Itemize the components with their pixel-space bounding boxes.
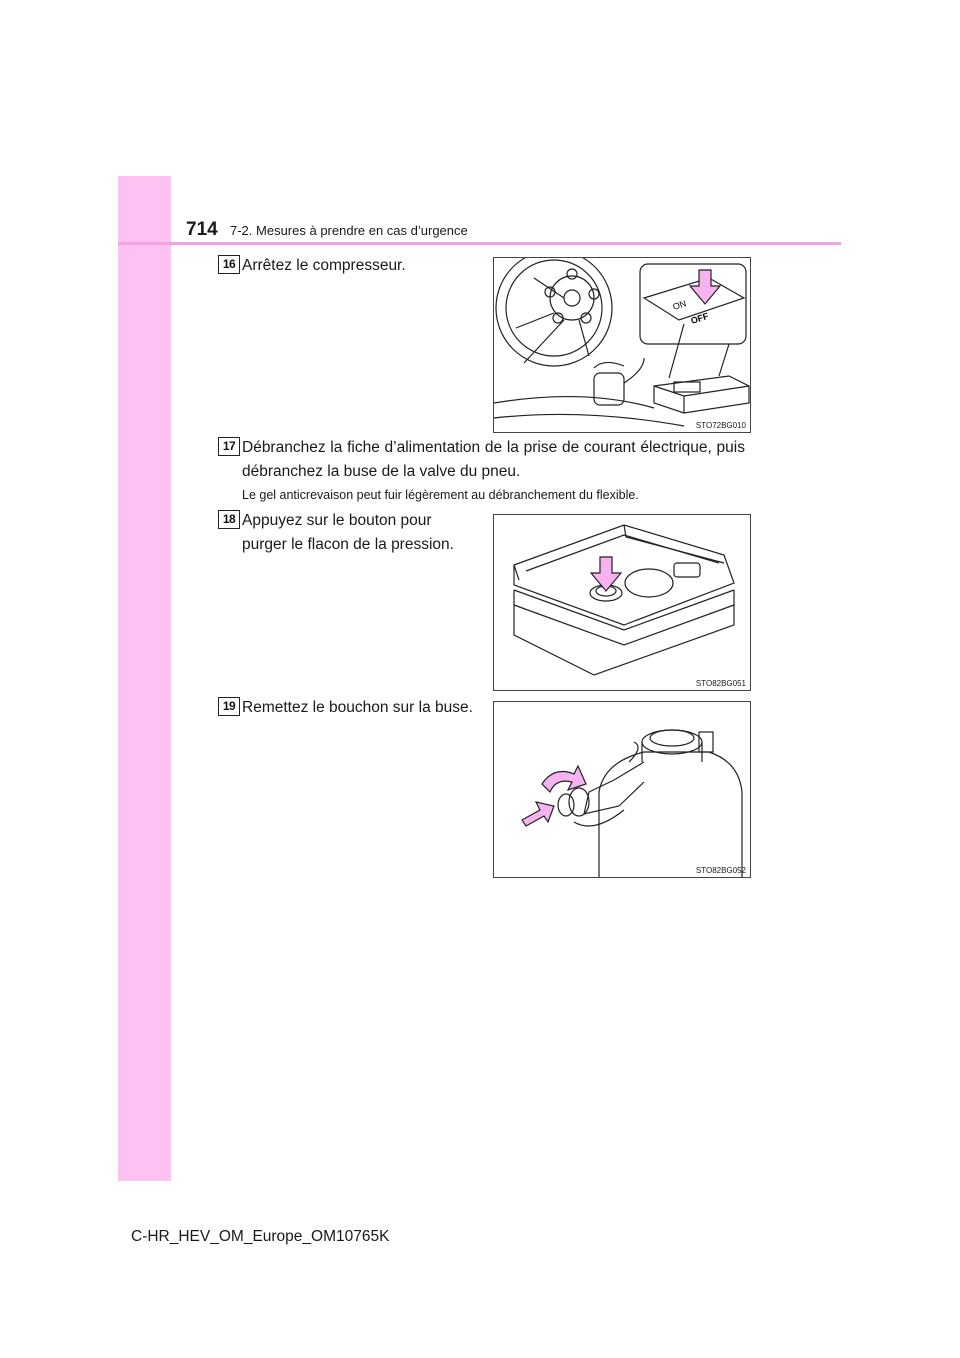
switch-off-label: OFF: [689, 310, 710, 326]
step-badge-17: 17: [218, 437, 240, 456]
step-17-text: Débranchez la fiche d’alimentation de la prise de courant électrique, puis débranchez la buse de la valve du pneu.: [242, 439, 745, 480]
document-footer: C-HR_HEV_OM_Europe_OM10765K: [131, 1228, 390, 1245]
step-19-text: Remettez le bouchon sur la buse.: [242, 699, 473, 716]
switch-on-label: ON: [671, 298, 688, 312]
step-badge-16: 16: [218, 255, 240, 274]
figure-code: STO82BG052: [695, 866, 746, 875]
figure-nozzle-cap: [493, 701, 751, 878]
page-number: 714: [186, 219, 218, 240]
step-18-text: Appuyez sur le bouton pour purger le flacon de la pression.: [242, 512, 454, 553]
figure-compressor-switch: [493, 257, 751, 433]
figure-purge-button: [493, 514, 751, 691]
nozzle-cap-illustration: [494, 702, 750, 877]
compressor-off-illustration: [494, 258, 750, 432]
push-arrow-icon: [591, 557, 621, 591]
insert-arrow-icon: [522, 802, 554, 826]
step-badge-18: 18: [218, 510, 240, 529]
step-17-note: Le gel anticrevaison peut fuir légèrement au débranchement du flexible.: [242, 488, 639, 502]
chapter-sidebar-tab: [118, 176, 171, 1181]
section-title: 7-2. Mesures à prendre en cas d’urgence: [230, 223, 468, 238]
compressor-button-illustration: [494, 515, 750, 690]
figure-code: STO82BG051: [695, 679, 746, 688]
header-rule: [118, 242, 841, 245]
step-badge-19: 19: [218, 697, 240, 716]
press-arrow-icon: [690, 270, 720, 304]
figure-code: STO72BG010: [695, 421, 746, 430]
step-16-text: Arrêtez le compresseur.: [242, 257, 406, 274]
